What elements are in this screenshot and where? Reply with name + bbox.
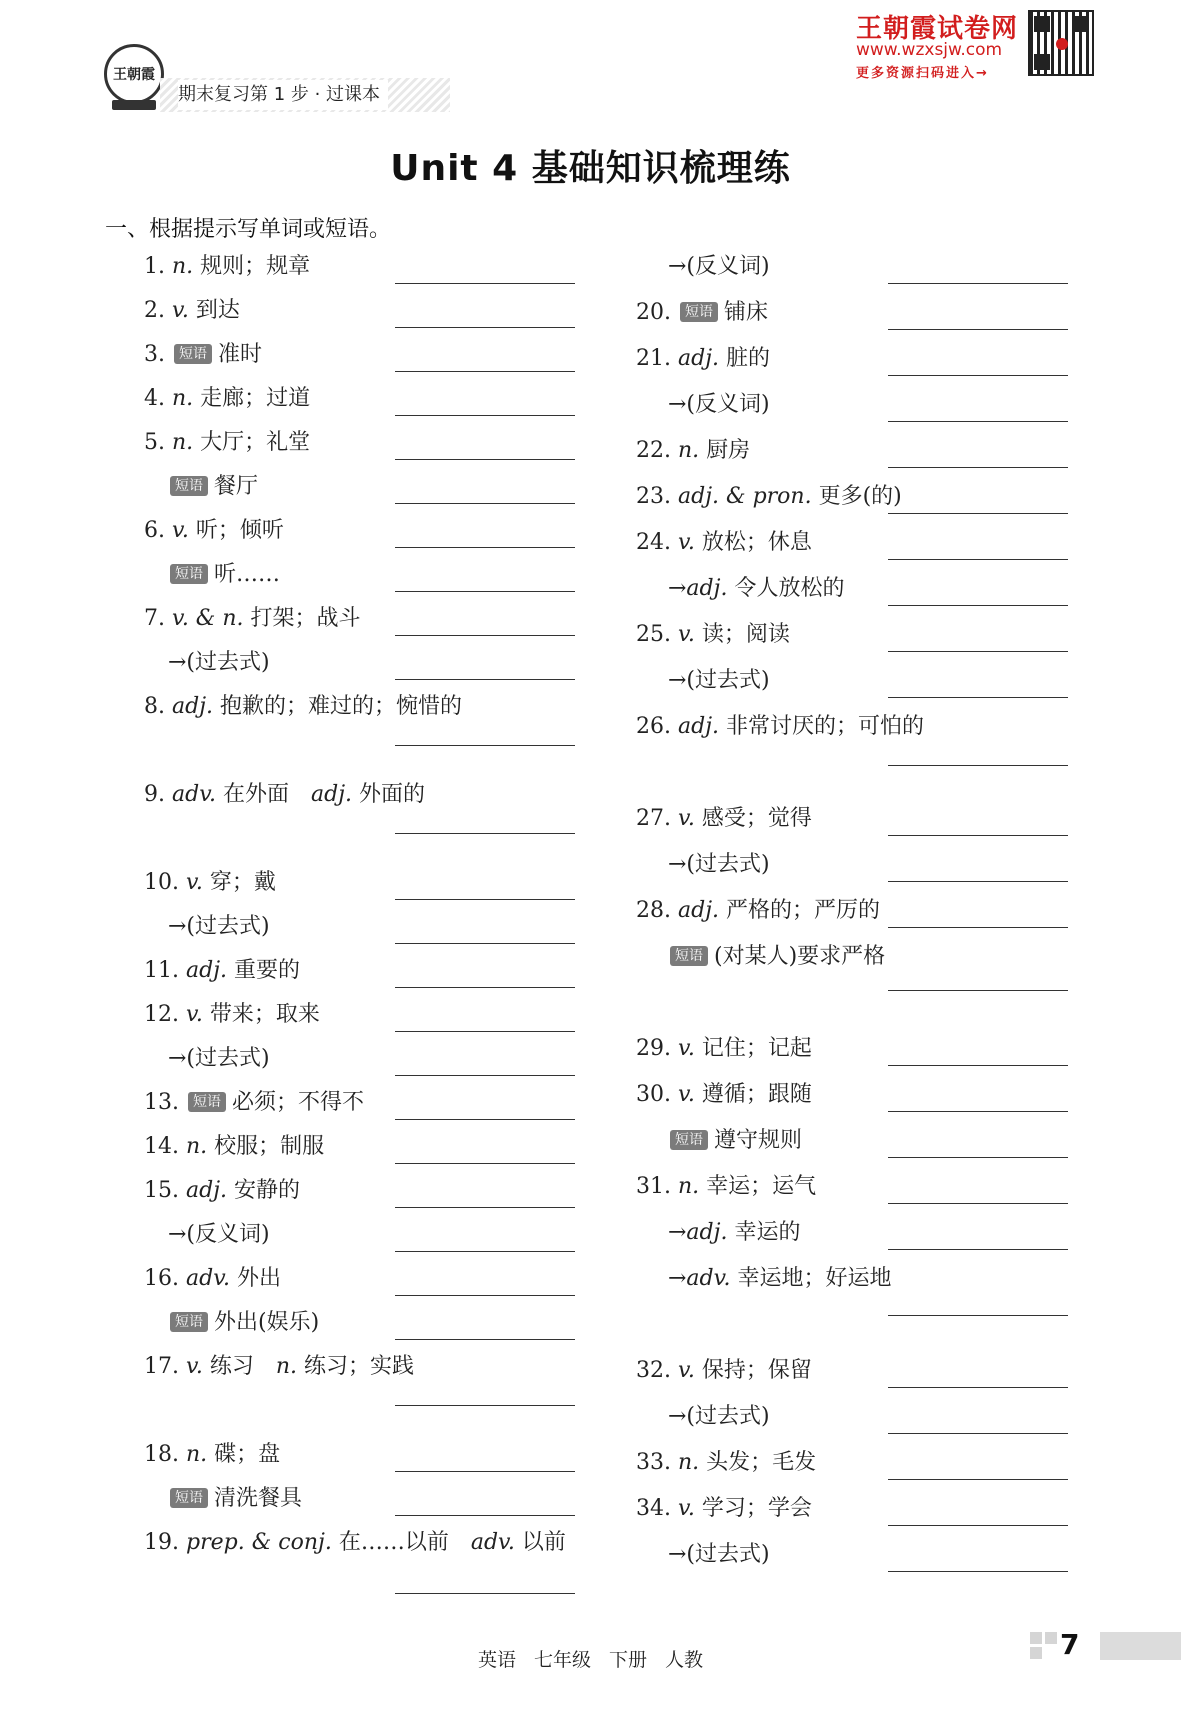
part-of-speech: v. [678,1082,695,1107]
phrase-badge: 短语 [174,344,212,364]
exercise-prompt [636,1165,816,1209]
meaning-text: 在……以前 [338,1530,449,1555]
answer-blank[interactable] [888,835,1068,836]
exercise-prompt [636,521,812,565]
answer-blank[interactable] [888,513,1068,514]
answer-blank[interactable] [888,1111,1068,1112]
part-of-speech: adj. & pron. [678,484,812,509]
meaning-text: 以前 [521,1530,566,1555]
phrase-badge: 短语 [670,946,708,966]
meaning-text: 餐厅 [214,474,259,499]
part-of-speech: adv. [186,1266,231,1291]
answer-blank[interactable] [888,1387,1068,1388]
meaning-text: 校服；制服 [214,1134,325,1159]
meaning-text: 学习；学会 [701,1496,812,1521]
part-of-speech: adj. [186,1178,228,1203]
meaning-text: →(过去式) [668,852,770,877]
part-of-speech: adj. [678,346,720,371]
item-number: 24. [636,530,671,555]
meaning-text: 厨房 [706,438,751,463]
exercise-row [0,1257,1181,1301]
page-number-decoration [1030,1632,1058,1660]
phrase-badge: 短语 [170,1488,208,1508]
item-number: 13. [144,1090,179,1115]
part-of-speech: →adj. [668,1220,728,1245]
exercise-prompt [636,291,768,335]
meaning-text: 严格的；严厉的 [726,898,881,923]
answer-blank[interactable] [888,1203,1068,1204]
phrase-badge: 短语 [170,1312,208,1332]
meaning-text: (对某人)要求严格 [714,944,886,969]
phrase-badge: 短语 [670,1130,708,1150]
item-number: 28. [636,898,671,923]
exercise-prompt [636,1441,816,1485]
part-of-speech: v. [186,1354,203,1379]
meaning-text: 重要的 [234,958,301,983]
answer-blank[interactable] [888,467,1068,468]
answer-blank[interactable] [888,605,1068,606]
meaning-text: 令人放松的 [734,576,845,601]
exercise-prompt [636,797,812,841]
item-number: 16. [144,1266,179,1291]
brand-url[interactable]: www.wzxsjw.com [856,40,1003,60]
meaning-text: 准时 [218,342,263,367]
part-of-speech: v. [678,1358,695,1383]
answer-blank[interactable] [395,1339,575,1340]
meaning-text: 安静的 [234,1178,301,1203]
meaning-text: →(过去式) [168,1046,270,1071]
part-of-speech: v. [172,518,189,543]
answer-blank[interactable] [888,927,1068,928]
item-number: 5. [144,430,165,455]
item-number: 9. [144,782,165,807]
meaning-text: →(反义词) [168,1222,270,1247]
item-number: 19. [144,1530,179,1555]
item-number: 30. [636,1082,671,1107]
part-of-speech: v. & n. [172,606,244,631]
answer-blank[interactable] [888,421,1068,422]
meaning-text: 大厅；礼堂 [200,430,311,455]
item-number: 23. [636,484,671,509]
part-of-speech: n. [186,1134,208,1159]
answer-blank[interactable] [888,1249,1068,1250]
exercise-prompt [668,843,770,887]
meaning-text: 幸运的 [734,1220,801,1245]
item-number: 6. [144,518,165,543]
exercise-prompt [636,705,924,749]
meaning-text: 练习；实践 [304,1354,415,1379]
meaning-text: 必须；不得不 [232,1090,365,1115]
exercise-prompt [636,1027,812,1071]
answer-blank[interactable] [888,1315,1068,1316]
exercise-prompt [168,1301,319,1345]
answer-blank[interactable] [888,1065,1068,1066]
item-number: 25. [636,622,671,647]
page-title: Unit 4 基础知识梳理练 [390,148,791,189]
part-of-speech: v. [678,1036,695,1061]
qr-code-icon[interactable] [1028,10,1094,76]
part-of-speech: n. [678,1174,700,1199]
item-number: 20. [636,300,671,325]
item-number: 18. [144,1442,179,1467]
logo-ribbon [112,100,156,110]
item-number: 4. [144,386,165,411]
exercise-prompt [636,429,750,473]
exercise-prompt [668,1211,800,1255]
item-number: 21. [636,346,671,371]
part-of-speech: adj. [678,898,720,923]
item-number: 31. [636,1174,671,1199]
brand-name: 王朝霞试卷网 [856,14,1019,44]
part-of-speech: n. [678,438,700,463]
meaning-text: 外出(娱乐) [214,1310,320,1335]
answer-blank[interactable] [395,1593,575,1594]
footer-book-info: 英语 七年级 下册 人教 [477,1649,704,1671]
exercise-prompt [636,613,790,657]
exercise-prompt [668,1119,802,1163]
exercise-prompt [636,1349,812,1393]
item-number: 10. [144,870,179,895]
item-number: 8. [144,694,165,719]
meaning-text: 幸运地；好运地 [737,1266,892,1291]
meaning-text: 外出 [237,1266,282,1291]
answer-blank[interactable] [888,1525,1068,1526]
exercise-prompt [668,245,770,289]
meaning-text: 头发；毛发 [706,1450,817,1475]
item-number: 15. [144,1178,179,1203]
part-of-speech: prep. & conj. [186,1530,332,1555]
exercise-row [0,935,1181,979]
exercise-prompt [636,1487,812,1531]
meaning-text: 到达 [195,298,240,323]
meaning-text: 读；阅读 [701,622,790,647]
exercise-row [0,1301,1181,1345]
answer-blank[interactable] [888,1157,1068,1158]
item-number: 11. [144,958,179,983]
item-number: 34. [636,1496,671,1521]
meaning-text: 清洗餐具 [214,1486,303,1511]
part-of-speech: v. [678,622,695,647]
part-of-speech: →adv. [668,1266,731,1291]
item-number: 33. [636,1450,671,1475]
exercise-prompt [668,567,844,611]
item-number: 3. [144,342,165,367]
part-of-speech: n. [186,1442,208,1467]
part-of-speech: n. [275,1354,297,1379]
item-number: 32. [636,1358,671,1383]
part-of-speech: v. [186,870,203,895]
meaning-text: 幸运；运气 [706,1174,817,1199]
answer-blank[interactable] [888,283,1068,284]
qr-logo-dot [1056,38,1068,50]
answer-blank[interactable] [888,1571,1068,1572]
item-number: 27. [636,806,671,831]
meaning-text: 铺床 [724,300,769,325]
meaning-text: 带来；取来 [209,1002,320,1027]
meaning-text: 感受；觉得 [701,806,812,831]
meaning-text: 保持；保留 [701,1358,812,1383]
meaning-text: →(过去式) [668,1404,770,1429]
exercise-prompt [636,337,770,381]
meaning-text: 记住；记起 [701,1036,812,1061]
answer-blank[interactable] [888,990,1068,991]
item-number: 7. [144,606,165,631]
meaning-text: 听；倾听 [195,518,284,543]
exercise-prompt [668,659,770,703]
meaning-text: 走廊；过道 [200,386,311,411]
part-of-speech: n. [172,430,194,455]
answer-blank[interactable] [888,375,1068,376]
phrase-badge: 短语 [170,564,208,584]
item-number: 22. [636,438,671,463]
answer-blank[interactable] [888,1433,1068,1434]
meaning-text: 脏的 [726,346,771,371]
meaning-text: →(反义词) [668,392,770,417]
meaning-text: 穿；戴 [209,870,276,895]
answer-blank[interactable] [888,559,1068,560]
item-number: 29. [636,1036,671,1061]
answer-blank[interactable] [888,1479,1068,1480]
part-of-speech: v. [172,298,189,323]
answer-blank[interactable] [888,651,1068,652]
page-corner-bar [1100,1632,1181,1660]
part-of-speech: adj. [311,782,353,807]
meaning-text: 碟；盘 [214,1442,281,1467]
item-number: 14. [144,1134,179,1159]
item-number: 2. [144,298,165,323]
phrase-badge: 短语 [680,302,718,322]
meaning-text: →(过去式) [668,1542,770,1567]
phrase-badge: 短语 [170,476,208,496]
meaning-text: 遵循；跟随 [701,1082,812,1107]
part-of-speech: n. [172,254,194,279]
exercise-prompt [636,1073,812,1117]
answer-blank[interactable] [888,881,1068,882]
header-label: 期末复习第 1 步 · 过课本 [178,80,388,110]
part-of-speech: v. [186,1002,203,1027]
exercise-prompt [668,383,770,427]
meaning-text: 抱歉的；难过的；惋惜的 [220,694,463,719]
exercise-prompt [668,1257,891,1301]
part-of-speech: adv. [470,1530,515,1555]
part-of-speech: adj. [678,714,720,739]
meaning-text: 放松；休息 [701,530,812,555]
meaning-text: 非常讨厌的；可怕的 [726,714,925,739]
meaning-text: →(过去式) [168,914,270,939]
meaning-text: 遵守规则 [714,1128,803,1153]
answer-blank[interactable] [395,987,575,988]
part-of-speech: n. [678,1450,700,1475]
meaning-text: →(过去式) [668,668,770,693]
exercise-prompt [636,475,902,519]
item-number: 17. [144,1354,179,1379]
meaning-text: 规则；规章 [200,254,311,279]
part-of-speech: adv. [172,782,217,807]
part-of-speech: adj. [172,694,214,719]
part-of-speech: v. [678,806,695,831]
exercise-prompt [668,935,885,979]
part-of-speech: v. [678,1496,695,1521]
meaning-text: →(过去式) [168,650,270,675]
exercise-prompt [668,1395,770,1439]
page-number: 7 [1060,1628,1080,1661]
item-number: 26. [636,714,671,739]
exercise-row [0,705,1181,749]
part-of-speech: v. [678,530,695,555]
exercise-prompt [636,889,880,933]
meaning-text: 练习 [209,1354,254,1379]
meaning-text: 在外面 [223,782,290,807]
item-number: 1. [144,254,165,279]
answer-blank[interactable] [395,1163,575,1164]
part-of-speech: adj. [186,958,228,983]
item-number: 12. [144,1002,179,1027]
answer-blank[interactable] [888,697,1068,698]
meaning-text: 更多(的) [818,484,902,509]
brand-tagline: 更多资源扫码进入→ [856,66,989,81]
answer-blank[interactable] [888,329,1068,330]
phrase-badge: 短语 [188,1092,226,1112]
answer-blank[interactable] [888,765,1068,766]
meaning-text: 听…… [214,562,281,587]
meaning-text: 打架；战斗 [250,606,361,631]
part-of-speech: →adj. [668,576,728,601]
section-heading: 一、根据提示写单词或短语。 [105,217,392,242]
part-of-speech: n. [172,386,194,411]
exercise-prompt [668,1533,770,1577]
meaning-text: 外面的 [359,782,426,807]
meaning-text: →(反义词) [668,254,770,279]
publisher-logo: 王朝霞 [104,44,164,104]
